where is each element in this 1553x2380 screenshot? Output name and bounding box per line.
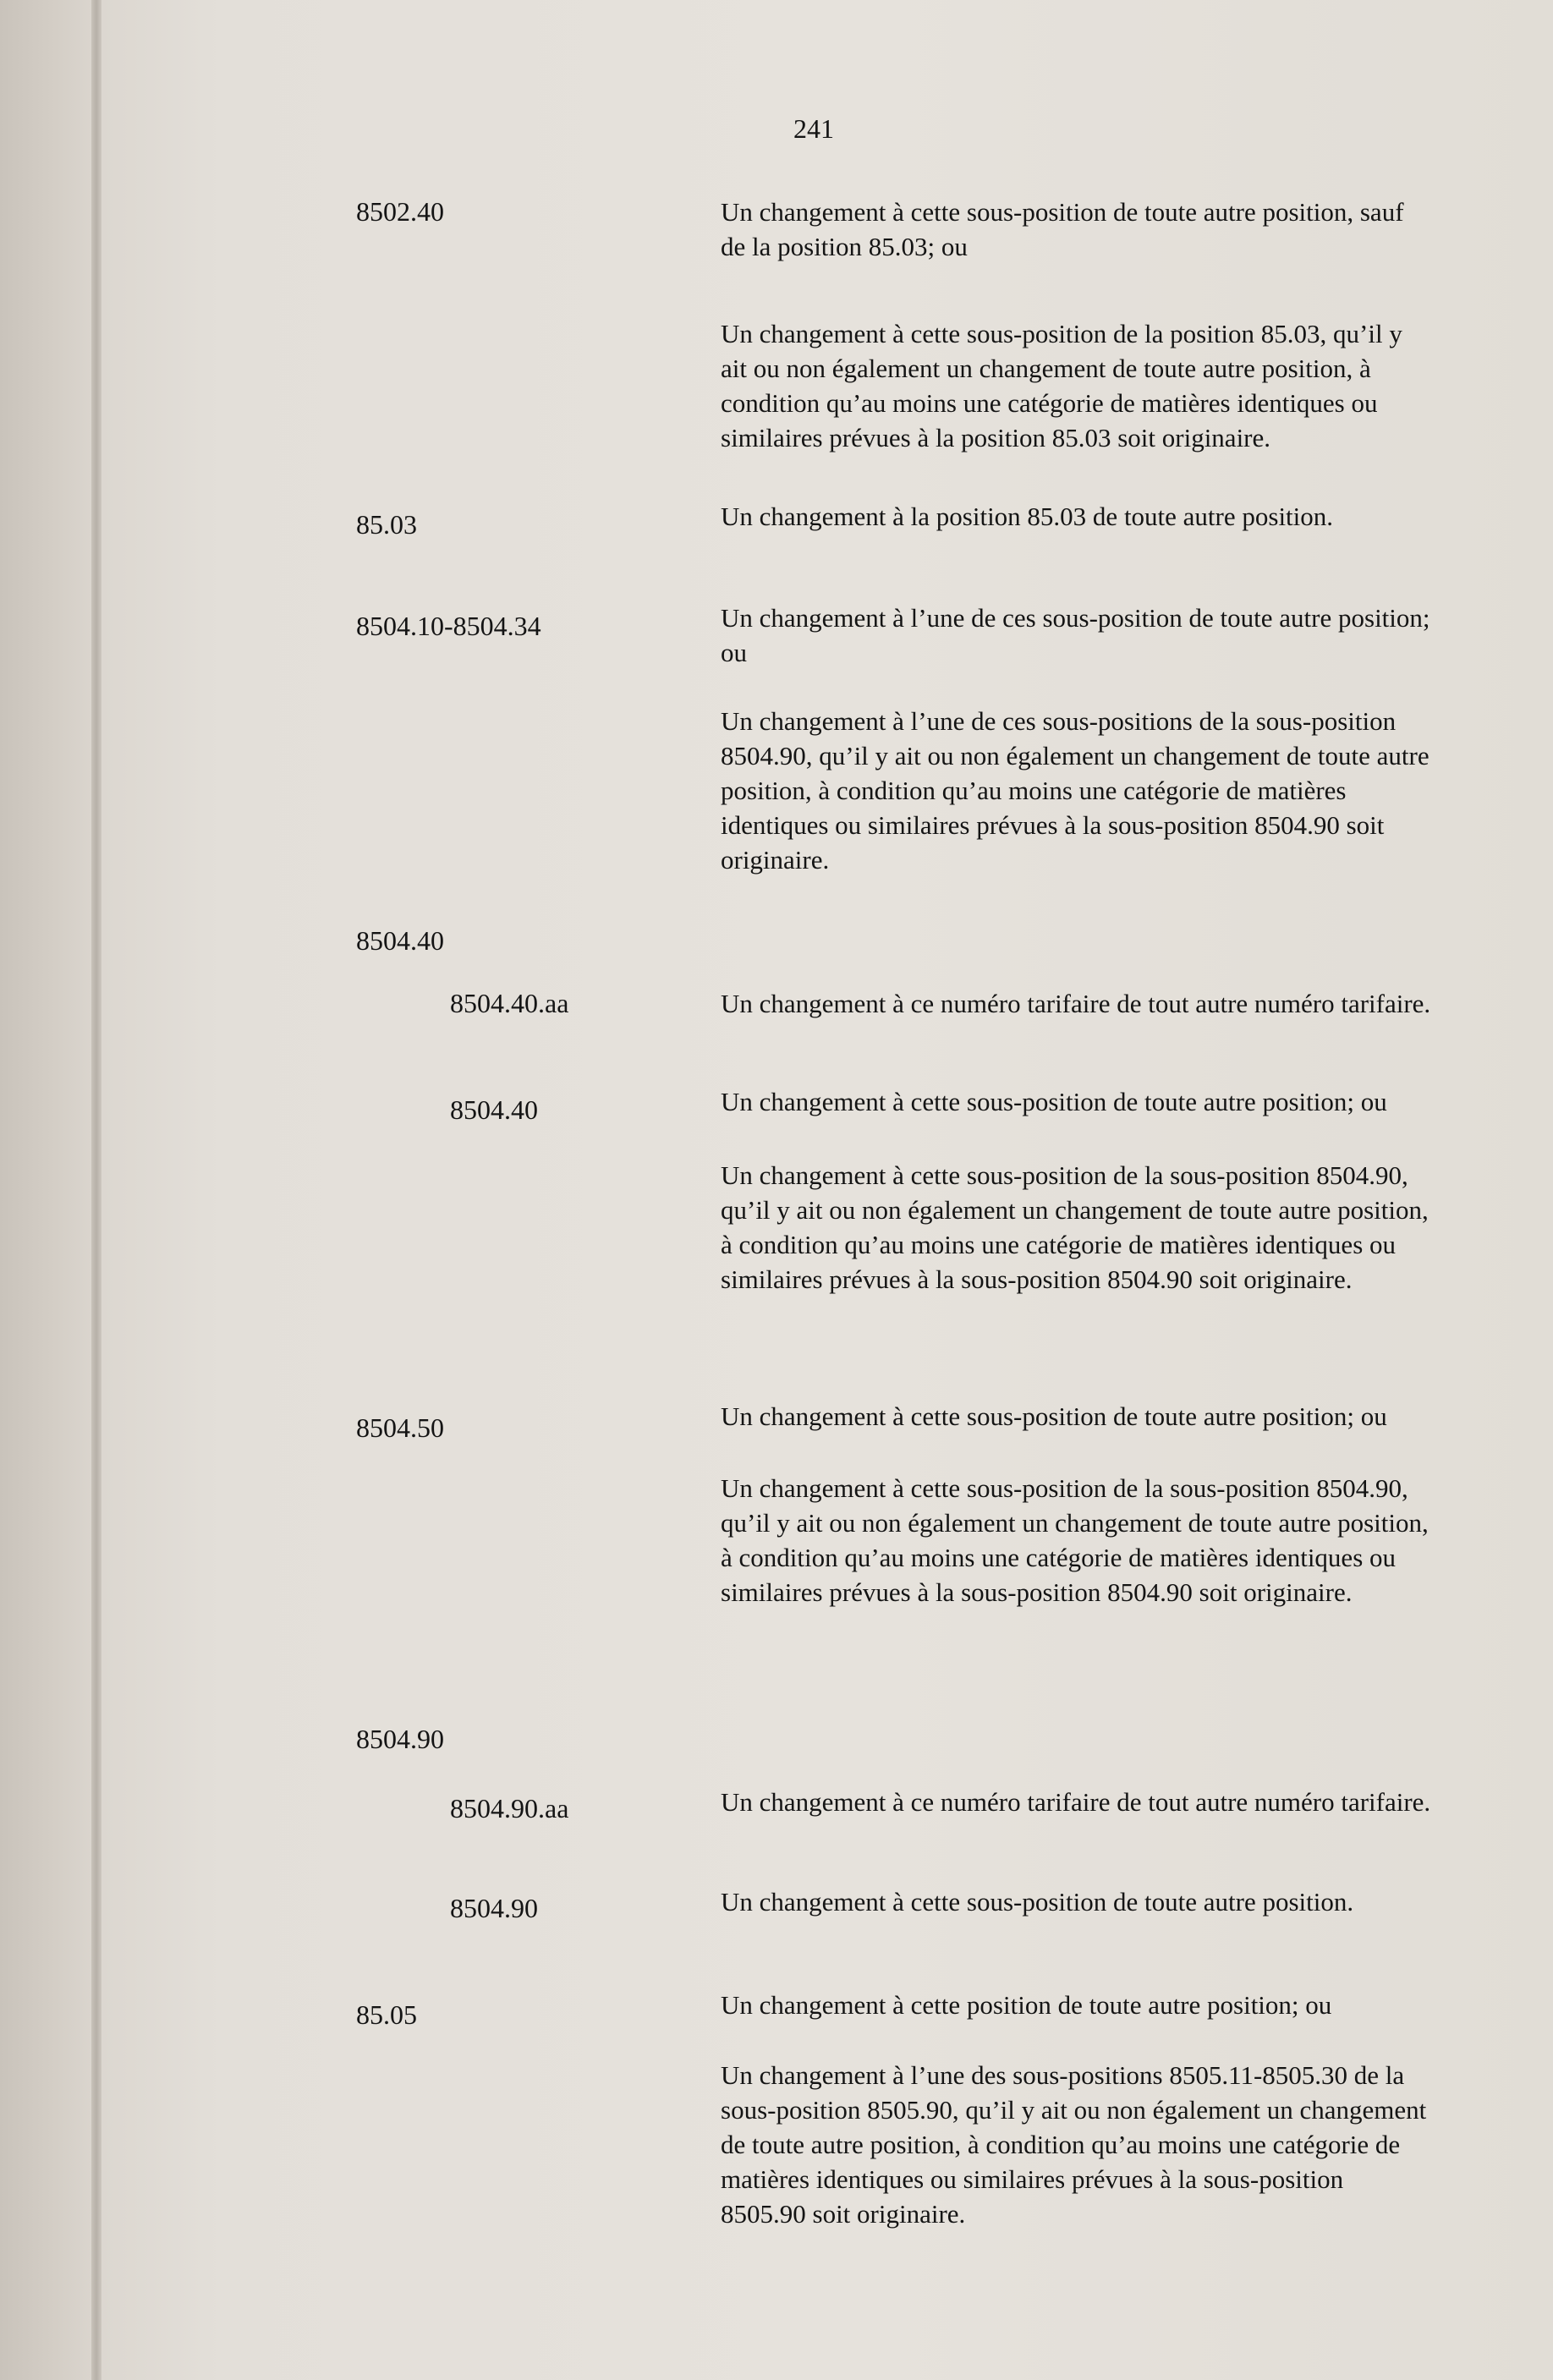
tariff-code: 8502.40 xyxy=(356,196,444,227)
tariff-code: 8504.90.aa xyxy=(450,1793,569,1823)
rule-paragraph: Un changement à cette sous-position de toute autre position; ou xyxy=(721,1087,1387,1116)
rule-paragraph: Un changement à cette sous-position de la sous-position 8504.90, qu’il y ait ou non également un changement de toute autre position, à condition qu’au moins une catégorie de matières identiques ou similaires prévues à la sous-position 8504.90 soit originaire. xyxy=(721,1160,1429,1294)
rule-description xyxy=(721,600,1431,877)
tariff-code: 8504.10-8504.34 xyxy=(356,611,541,641)
rule-paragraph: Un changement à ce numéro tarifaire de tout autre numéro tarifaire. xyxy=(721,1787,1431,1817)
tariff-code: 85.05 xyxy=(356,1999,417,2030)
tariff-code: 8504.40 xyxy=(356,925,444,956)
rule-paragraph: Un changement à l’une de ces sous-positions de la sous-position 8504.90, qu’il y ait ou non également un changement de toute autre position, à condition qu’au moins une catégorie de matières identiques ou similaires prévues à la sous-position 8504.90 soit originaire. xyxy=(721,706,1430,875)
rule-paragraph: Un changement à ce numéro tarifaire de tout autre numéro tarifaire. xyxy=(721,989,1431,1018)
rule-paragraph: Un changement à cette sous-position de toute autre position. xyxy=(721,1887,1354,1917)
tariff-code: 8504.90 xyxy=(356,1724,444,1754)
rule-description xyxy=(721,195,1431,455)
tariff-code: 8504.90 xyxy=(450,1893,538,1923)
rule-description xyxy=(721,1988,1431,2231)
rule-description xyxy=(721,1884,1431,1919)
page-number: 241 xyxy=(793,113,834,144)
rule-paragraph: Un changement à cette sous-position de toute autre position, sauf de la position 85.03; ou xyxy=(721,197,1404,261)
rule-description xyxy=(721,1084,1431,1297)
rule-paragraph: Un changement à cette sous-position de la sous-position 8504.90, qu’il y ait ou non également un changement de toute autre position, à condition qu’au moins une catégorie de matières identiques ou similaires prévues à la sous-position 8504.90 soit originaire. xyxy=(721,1473,1429,1607)
rule-paragraph: Un changement à l’une des sous-positions 8505.11-8505.30 de la sous-position 8505.90, qu’il y ait ou non également un changement de toute autre position, à condition qu’au moins une catégorie de matières identiques ou similaires prévues à la sous-position 8505.90 soit originaire. xyxy=(721,2060,1427,2229)
tariff-code: 8504.40 xyxy=(450,1094,538,1125)
rule-description xyxy=(721,1785,1431,1819)
rule-paragraph: Un changement à cette position de toute autre position; ou xyxy=(721,1990,1332,2020)
rule-description xyxy=(721,1399,1431,1610)
binding-gutter xyxy=(91,0,102,2380)
rule-paragraph: Un changement à cette sous-position de la position 85.03, qu’il y ait ou non également un changement de toute autre position, à condition qu’au moins une catégorie de matières identiques ou similaires prévues à la position 85.03 soit originaire. xyxy=(721,319,1402,452)
rule-description xyxy=(721,986,1431,1021)
rule-description xyxy=(721,499,1431,534)
tariff-code: 85.03 xyxy=(356,509,417,540)
rule-paragraph: Un changement à la position 85.03 de toute autre position. xyxy=(721,502,1334,531)
rule-paragraph: Un changement à l’une de ces sous-position de toute autre position; ou xyxy=(721,603,1430,667)
rule-paragraph: Un changement à cette sous-position de toute autre position; ou xyxy=(721,1401,1387,1431)
tariff-code: 8504.50 xyxy=(356,1412,444,1443)
tariff-code: 8504.40.aa xyxy=(450,988,569,1018)
